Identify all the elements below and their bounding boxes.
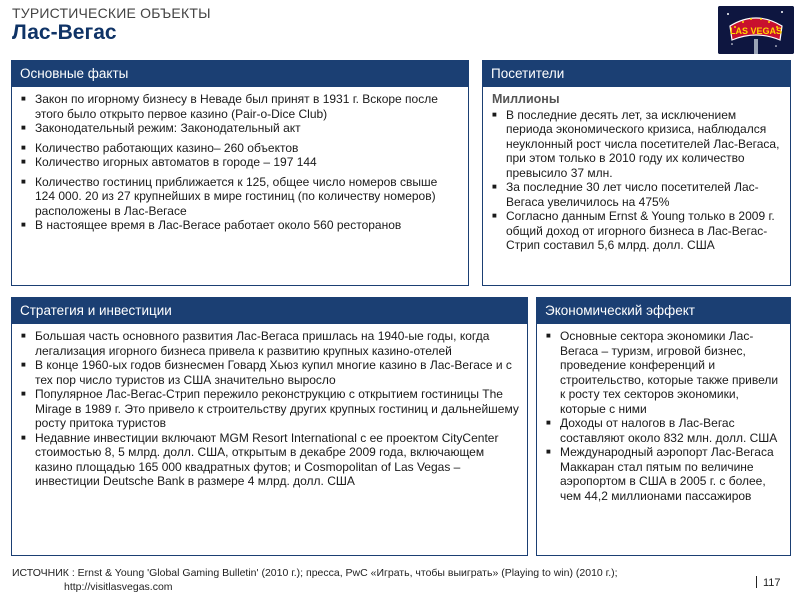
list-item: ■ Закон по игорному бизнесу в Неваде был принят в 1931 г. Вскоре после этого было открыто первое казино (Pair-o-Dice Club) <box>21 92 460 121</box>
list-item: ■ За последние 30 лет число посетителей Лас-Вегаса увеличилось на 475% <box>492 180 782 209</box>
las-vegas-sign-icon <box>718 6 794 54</box>
visitors-heading: Посетители <box>483 61 790 87</box>
list-item: ■ Основные сектора экономики Лас-Вегаса – туризм, игровой бизнес, проведение конференций и строительство, которые также привели к росту тех секторов экономики, которые с ними <box>546 329 782 416</box>
strategy-panel <box>11 297 528 556</box>
list-item: ■ В настоящее время в Лас-Вегасе работает около 560 ресторанов <box>21 218 460 233</box>
list-item: ■ Недавние инвестиции включают MGM Resort International с ее проектом CityCenter стоимостью 8, 5 млрд. долл. США, открытым в декабре 2009 года, включающем казино площадью 165 000 квадратных футов; и Cosmopolitan of Las Vegas – инвестиции Deutsche Bank в размере 4 млрд. долл. США <box>21 431 519 489</box>
page-title: Лас-Вегас <box>12 21 117 44</box>
section-supertitle: ТУРИСТИЧЕСКИЕ ОБЪЕКТЫ <box>12 5 211 21</box>
list-item: ■ В конце 1960-ых годов бизнесмен Говард Хьюз купил многие казино в Лас-Вегасе и с тех пор число туристов из США значительно выросло <box>21 358 519 387</box>
list-item: ■ Большая часть основного развития Лас-Вегаса пришлась на 1940-ые годы, когда легализация игорного бизнеса привела к развитию крупных казино-отелей <box>21 329 519 358</box>
list-item: ■ Доходы от налогов в Лас-Вегас составляют около 832 млн. долл. США <box>546 416 782 445</box>
facts-panel <box>11 60 469 286</box>
list-item: ■ Популярное Лас-Вегас-Стрип пережило реконструкцию с открытием гостиницы The Mirage в 1989 г. Это привело к строительству других крупных гостиниц и дальнейшему росту притока туристов <box>21 387 519 431</box>
list-item: ■ Количество игорных автоматов в городе – 197 144 <box>21 155 460 170</box>
list-item: ■ Количество работающих казино– 260 объектов <box>21 141 460 156</box>
list-item: ■ Количество гостиниц приближается к 125, общее число номеров свыше 124 000. 20 из 27 крупнейших в мире гостиниц (по количеству номеров) расположены в Лас-Вегасе <box>21 175 460 219</box>
source-text: ИСТОЧНИК : Ernst & Young 'Global Gaming Bulletin' (2010 г.); пресса, PwC «Играть, чтобы выиграть» (Playing to win) (2010 г.); <box>12 567 618 579</box>
facts-heading: Основные факты <box>12 61 468 87</box>
list-item: ■ В последние десять лет, за исключением периода экономического кризиса, наблюдался неуклонный рост числа посетителей Лас-Вегаса, при этом только в 2010 году их количество превысило 37 млн. <box>492 108 782 181</box>
visitors-unit-label: Миллионы <box>492 92 560 106</box>
economy-panel <box>536 297 791 556</box>
visitors-panel <box>482 60 791 286</box>
logo-text: LAS VEGAS <box>729 26 783 36</box>
list-item: ■ Законодательный режим: Законодательный акт <box>21 121 460 136</box>
page-number-value: 117 <box>763 577 781 589</box>
strategy-heading: Стратегия и инвестиции <box>12 298 527 324</box>
source-footnote <box>12 566 618 594</box>
economy-heading: Экономический эффект <box>537 298 790 324</box>
list-item: ■ Согласно данным Ernst & Young только в 2009 г. общий доход от игорного бизнеса в Лас-Вегас-Стрип составил 5,6 млрд. долл. США <box>492 209 782 253</box>
list-item: ■ Международный аэропорт Лас-Вегаса Маккаран стал пятым по величине аэропортом в США в 2005 г. с более, чем 44,2 миллионами пассажиров <box>546 445 782 503</box>
page-number <box>756 576 781 589</box>
source-url[interactable]: http://visitlasvegas.com <box>64 581 173 593</box>
